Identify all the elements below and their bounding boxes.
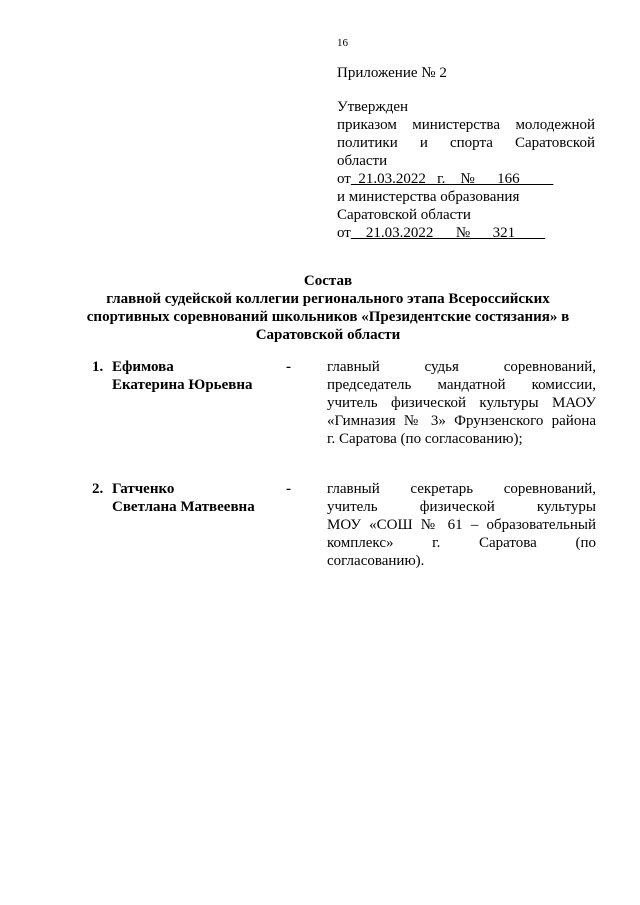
order-date-number: 21.03.2022 г. № 166: [350, 171, 554, 187]
member-given-names: Светлана Матвеевна: [112, 499, 255, 515]
title-line: главной судейской коллегии регионального этапа Всероссийских: [106, 291, 550, 307]
approval-order-line: политики и спорта Саратовской: [337, 135, 595, 151]
description-line: МОУ «СОШ № 61 – образовательный: [327, 517, 596, 533]
document-title: [60, 272, 596, 344]
member-description: [327, 480, 596, 570]
description-line: комплекс» г. Саратова (по: [327, 535, 596, 551]
member-dash: -: [286, 359, 291, 375]
approval-date-line: [337, 170, 595, 188]
approval-block: [337, 98, 595, 242]
description-line: председатель мандатной комиссии,: [327, 377, 596, 393]
approval-ministry-line: и министерства образования: [337, 189, 520, 205]
member-surname: Гатченко: [112, 481, 175, 497]
member-name: [112, 480, 255, 516]
member-description: [327, 358, 596, 448]
member-name: [112, 358, 253, 394]
approval-date-line: [337, 224, 595, 242]
approval-ministry-line: Саратовской области: [337, 207, 471, 223]
page-number: 16: [337, 37, 348, 49]
description-line: согласованию).: [327, 553, 425, 569]
approval-order-line: приказом министерства молодежной: [337, 117, 595, 133]
description-line: учитель физической культуры МАОУ: [327, 395, 596, 411]
description-line: главный секретарь соревнований,: [327, 481, 596, 497]
description-line: г. Саратова (по согласованию);: [327, 431, 523, 447]
approval-heading: Утвержден: [337, 99, 409, 115]
description-line: учитель физической культуры: [327, 499, 596, 515]
date-prefix: от: [337, 225, 351, 241]
title-line: Саратовской области: [255, 327, 401, 343]
description-line: «Гимназия № 3» Фрунзенского района: [327, 413, 596, 429]
member-surname: Ефимова: [112, 359, 174, 375]
date-prefix: от: [337, 171, 351, 187]
appendix-label: Приложение № 2: [337, 65, 447, 81]
member-number: 1.: [92, 359, 104, 375]
order-number: 321: [473, 225, 546, 241]
order-date: 21.03.2022 №: [350, 225, 474, 241]
approval-order-line: области: [337, 153, 388, 169]
member-given-names: Екатерина Юрьевна: [112, 377, 253, 393]
member-dash: -: [286, 481, 291, 497]
title-line: Состав: [303, 273, 353, 289]
title-line: спортивных соревнований школьников «Президентские состязания» в: [86, 309, 570, 325]
description-line: главный судья соревнований,: [327, 359, 596, 375]
member-number: 2.: [92, 481, 104, 497]
